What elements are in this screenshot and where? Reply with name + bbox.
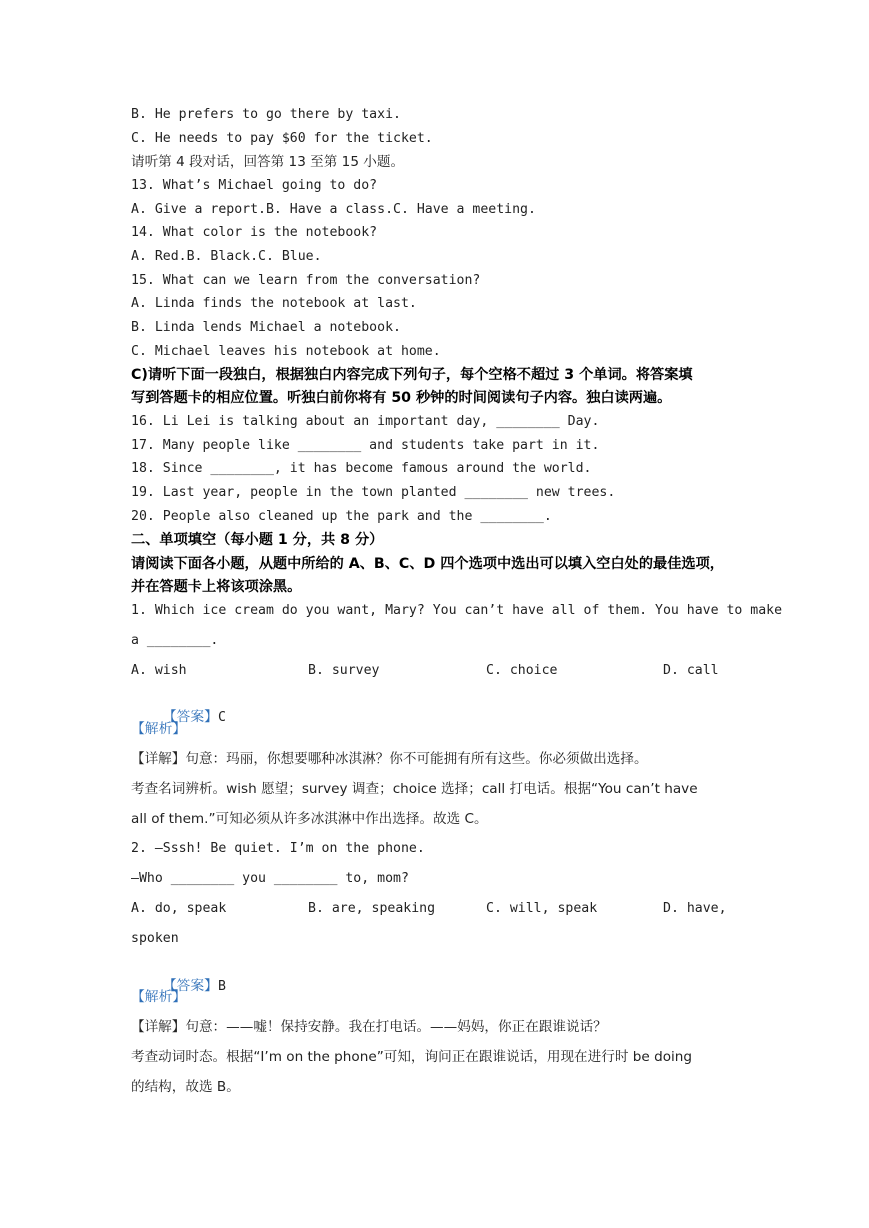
q2-explain-line1: 考查动词时态。根据“I’m on the phone”可知，询问正在跟谁说话，用现在进行时 be doing <box>131 1049 693 1065</box>
q1-option-b: B. survey <box>308 663 380 678</box>
q2-explain-line2: 的结构，故选 B。 <box>131 1079 240 1095</box>
listening-item: 18. Since ________, it has become famous around the world. <box>131 461 592 476</box>
q1-explain-line2: all of them.”可知必须从许多冰淇淋中作出选择。故选 C。 <box>131 811 488 827</box>
q2-option-d-continued: spoken <box>131 931 179 946</box>
section2-instruction-1: 请阅读下面各小题，从题中所给的 A、B、C、D 四个选项中选出可以填入空白处的最佳选项， <box>131 556 724 572</box>
section-c-instruction-1: C)请听下面一段独白，根据独白内容完成下列句子，每个空格不超过 3 个单词。将答案填 <box>131 367 693 383</box>
q2-option-d: D. have, <box>663 901 727 916</box>
q2-analysis-label: 【解析】 <box>131 989 187 1005</box>
q15-option-a: A. Linda finds the notebook at last. <box>131 296 417 311</box>
section4-intro: 请听第 4 段对话，回答第 13 至第 15 小题。 <box>131 154 405 170</box>
q12-option-c: C. He needs to pay $60 for the ticket. <box>131 131 433 146</box>
q2-answer: B <box>217 979 226 994</box>
section-c-instruction-2: 写到答题卡的相应位置。听独白前你将有 50 秒钟的时间阅读句子内容。独白读两遍。 <box>131 390 672 406</box>
q1-analysis-label: 【解析】 <box>131 721 187 737</box>
q2-detail-line <box>131 1018 607 1036</box>
q12-option-b: B. He prefers to go there by taxi. <box>131 107 401 122</box>
section2-instruction-2: 并在答题卡上将该项涂黑。 <box>131 579 302 595</box>
q1-stem-line2: a ________. <box>131 633 219 648</box>
listening-item: 17. Many people like ________ and students take part in it. <box>131 438 600 453</box>
q1-answer: C <box>217 710 226 725</box>
listening-item: 16. Li Lei is talking about an important day, ________ Day. <box>131 414 600 429</box>
q14-stem: 14. What color is the notebook? <box>131 225 378 240</box>
q2-detail-text: 句意：——嘘！保持安静。我在打电话。——妈妈，你正在跟谁说话？ <box>185 1019 607 1035</box>
q13-stem: 13. What’s Michael going to do? <box>131 178 378 193</box>
detail-label: 【详解】 <box>131 1019 186 1035</box>
q1-detail-line <box>131 750 648 768</box>
q1-option-a: A. wish <box>131 663 187 678</box>
detail-label: 【详解】 <box>131 751 186 767</box>
q14-options: A. Red.B. Black.C. Blue. <box>131 249 322 264</box>
q1-option-c: C. choice <box>486 663 558 678</box>
q1-option-d: D. call <box>663 663 719 678</box>
q2-stem-line2: —Who ________ you ________ to, mom? <box>131 871 409 886</box>
q13-options: A. Give a report.B. Have a class.C. Have a meeting. <box>131 202 536 217</box>
q15-stem: 15. What can we learn from the conversation? <box>131 273 481 288</box>
q15-option-c: C. Michael leaves his notebook at home. <box>131 344 441 359</box>
listening-item: 19. Last year, people in the town planted ________ new trees. <box>131 485 616 500</box>
q1-detail-text: 句意：玛丽，你想要哪种冰淇淋？你不可能拥有所有这些。你必须做出选择。 <box>185 751 648 767</box>
q2-option-a: A. do, speak <box>131 901 227 916</box>
q1-explain-line1: 考查名词辨析。wish 愿望；survey 调查；choice 选择；call 打电话。根据“You can’t have <box>131 781 698 797</box>
q2-stem-line1: 2. —Sssh! Be quiet. I’m on the phone. <box>131 841 425 856</box>
q1-stem-line1: 1. Which ice cream do you want, Mary? You can’t have all of them. You have to make <box>131 603 783 618</box>
q2-option-c: C. will, speak <box>486 901 598 916</box>
q2-option-b: B. are, speaking <box>308 901 436 916</box>
section2-heading: 二、单项填空（每小题 1 分，共 8 分） <box>131 532 384 548</box>
q15-option-b: B. Linda lends Michael a notebook. <box>131 320 401 335</box>
listening-item: 20. People also cleaned up the park and the ________. <box>131 509 552 524</box>
answer-label: 【答案】 <box>162 978 218 994</box>
answer-label: 【答案】 <box>162 709 218 725</box>
